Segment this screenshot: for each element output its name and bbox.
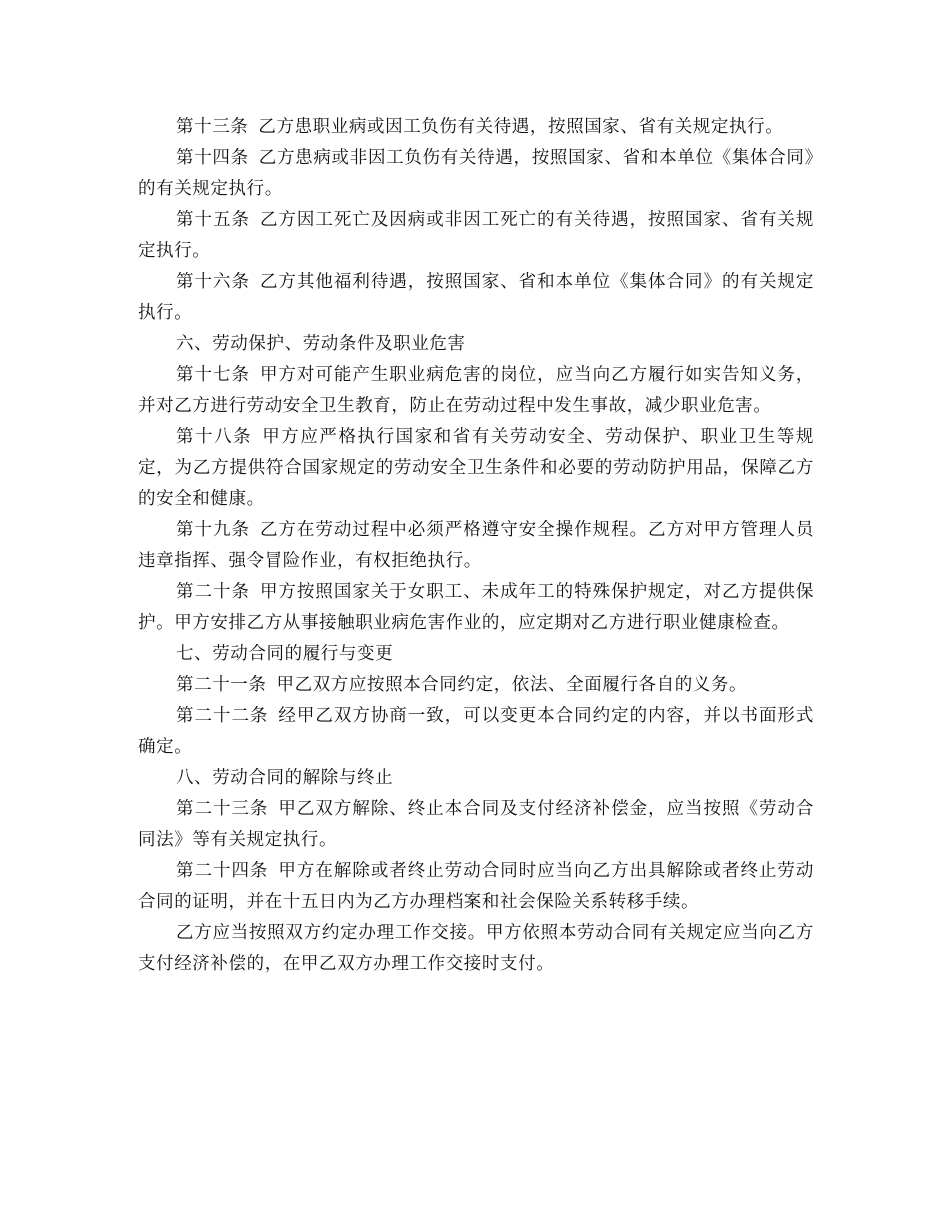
article-17 <box>138 360 814 422</box>
article-20 <box>138 577 814 639</box>
article-label: 第二十二条 <box>176 706 269 726</box>
article-label: 第十三条 <box>176 117 249 137</box>
article-label: 第二十三条 <box>176 799 269 819</box>
article-label: 第二十条 <box>176 582 250 602</box>
section-heading-8: 八、劳动合同的解除与终止 <box>176 768 394 788</box>
article-24 <box>138 856 814 918</box>
section-heading-6: 六、劳动保护、劳动条件及职业危害 <box>176 334 466 354</box>
article-text: 甲方对可能产生职业病危害的岗位，应当向乙方履行如实告知义务，并对乙方进行劳动安全卫生教育，防止在劳动过程中发生事故，减少职业危害。 <box>138 365 815 416</box>
article-text: 经甲乙双方协商一致，可以变更本合同约定的内容，并以书面形式确定。 <box>138 706 815 757</box>
article-13 <box>138 112 814 143</box>
article-15 <box>138 205 814 267</box>
article-label: 第十五条 <box>176 210 250 230</box>
article-23 <box>138 794 814 856</box>
article-text: 甲方在解除或者终止劳动合同时应当向乙方出具解除或者终止劳动合同的证明，并在十五日内为乙方办理档案和社会保险关系转移手续。 <box>138 861 815 912</box>
article-text: 甲乙双方应按照本合同约定，依法、全面履行各自的义务。 <box>276 675 748 695</box>
article-label: 第十七条 <box>176 365 250 385</box>
article-24-continuation: 乙方应当按照双方约定办理工作交接。甲方依照本劳动合同有关规定应当向乙方支付经济补偿的，在甲乙双方办理工作交接时支付。 <box>138 923 814 974</box>
article-label: 第十四条 <box>176 148 249 168</box>
article-18 <box>138 422 814 515</box>
section-heading-7: 七、劳动合同的履行与变更 <box>176 644 394 664</box>
article-label: 第十九条 <box>176 520 250 540</box>
article-text: 乙方患职业病或因工负伤有关待遇，按照国家、省有关规定执行。 <box>258 117 784 137</box>
article-text: 乙方其他福利待遇，按照国家、省和本单位《集体合同》的有关规定执行。 <box>138 272 815 323</box>
article-label: 第十六条 <box>176 272 250 292</box>
article-14 <box>138 143 814 205</box>
article-text: 甲方按照国家关于女职工、未成年工的特殊保护规定，对乙方提供保护。甲方安排乙方从事接触职业病危害作业的，应定期对乙方进行职业健康检查。 <box>138 582 815 633</box>
article-label: 第二十一条 <box>176 675 267 695</box>
document-body <box>138 112 814 980</box>
article-label: 第十八条 <box>176 427 253 447</box>
article-text: 乙方在劳动过程中必须严格遵守安全操作规程。乙方对甲方管理人员违章指挥、强令冒险作业，有权拒绝执行。 <box>138 520 815 571</box>
article-16 <box>138 267 814 329</box>
article-22 <box>138 701 814 763</box>
article-text: 甲乙双方解除、终止本合同及支付经济补偿金，应当按照《劳动合同法》等有关规定执行。 <box>138 799 815 850</box>
article-19 <box>138 515 814 577</box>
article-text: 乙方因工死亡及因病或非因工死亡的有关待遇，按照国家、省有关规定执行。 <box>138 210 815 261</box>
article-21 <box>138 670 814 701</box>
article-label: 第二十四条 <box>176 861 269 881</box>
article-text: 乙方患病或非因工负伤有关待遇，按照国家、省和本单位《集体合同》的有关规定执行。 <box>138 148 814 199</box>
article-text: 甲方应严格执行国家和省有关劳动安全、劳动保护、职业卫生等规定，为乙方提供符合国家规定的劳动安全卫生条件和必要的劳动防护用品，保障乙方的安全和健康。 <box>138 427 814 509</box>
